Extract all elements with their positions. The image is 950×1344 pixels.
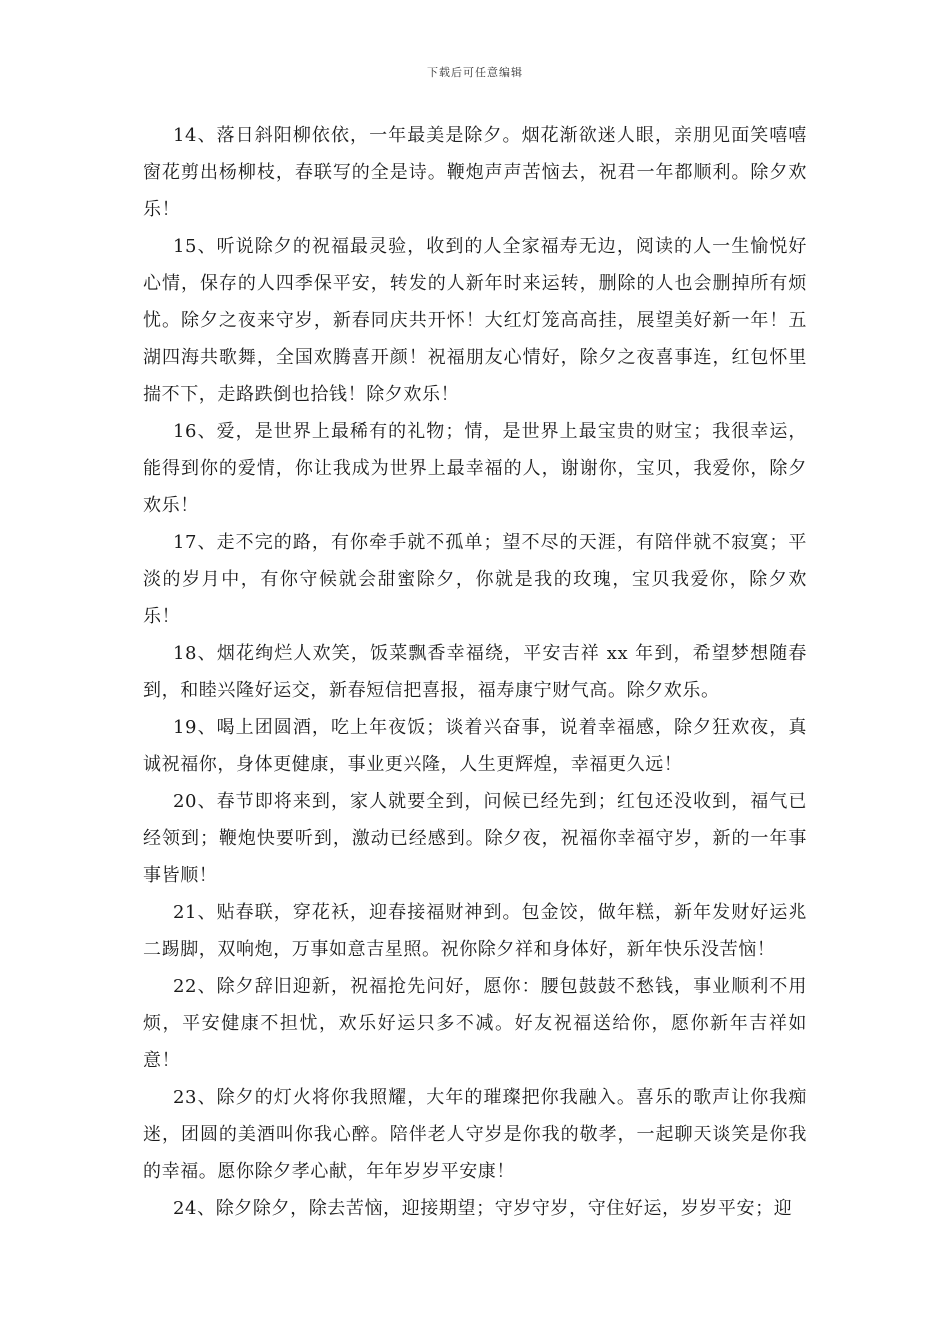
paragraph-24: 24、除夕除夕，除去苦恼，迎接期望；守岁守岁，守住好运，岁岁平安；迎: [173, 1198, 793, 1219]
paragraph-16: 16、爱，是世界上最稀有的礼物；情，是世界上最宝贵的财宝；我很幸运，能得到你的爱情，你让我成为世界上最幸福的人，谢谢你，宝贝，我爱你，除夕欢乐！: [143, 421, 807, 516]
document-body: [143, 117, 807, 1227]
paragraph-14: 14、落日斜阳柳依依，一年最美是除夕。烟花渐欲迷人眼，亲朋见面笑嘻嘻窗花剪出杨柳枝，春联写的全是诗。鞭炮声声苦恼去，祝君一年都顺利。除夕欢乐！: [143, 125, 807, 220]
paragraph-19: 19、喝上团圆酒，吃上年夜饭；谈着兴奋事，说着幸福感，除夕狂欢夜，真诚祝福你，身体更健康，事业更兴隆，人生更辉煌，幸福更久远！: [143, 717, 807, 775]
paragraph-15: 15、听说除夕的祝福最灵验，收到的人全家福寿无边，阅读的人一生愉悦好心情，保存的人四季保平安，转发的人新年时来运转，删除的人也会删掉所有烦忧。除夕之夜来守岁，新春同庆共开怀！大红灯笼高高挂，展望美好新一年！五湖四海共歌舞，全国欢腾喜开颜！祝福朋友心情好，除夕之夜喜事连，红包怀里揣不下，走路跌倒也拾钱！除夕欢乐！: [143, 236, 807, 405]
paragraph-23: 23、除夕的灯火将你我照耀，大年的璀璨把你我融入。喜乐的歌声让你我痴迷，团圆的美酒叫你我心醉。陪伴老人守岁是你我的敬孝，一起聊天谈笑是你我的幸福。愿你除夕孝心献，年年岁岁平安康！: [143, 1087, 807, 1182]
paragraph-18: 18、烟花绚烂人欢笑，饭菜飘香幸福绕，平安吉祥 xx 年到，希望梦想随春到，和睦兴隆好运交，新春短信把喜报，福寿康宁财气高。除夕欢乐。: [143, 643, 807, 701]
paragraph-22: 22、除夕辞旧迎新，祝福抢先问好，愿你：腰包鼓鼓不愁钱，事业顺利不用烦，平安健康不担忧，欢乐好运只多不减。好友祝福送给你，愿你新年吉祥如意！: [143, 976, 807, 1071]
paragraph-17: 17、走不完的路，有你牵手就不孤单；望不尽的天涯，有陪伴就不寂寞；平淡的岁月中，有你守候就会甜蜜除夕，你就是我的玫瑰，宝贝我爱你，除夕欢乐！: [143, 532, 807, 627]
paragraph-21: 21、贴春联，穿花袄，迎春接福财神到。包金饺，做年糕，新年发财好运兆二踢脚，双响炮，万事如意吉星照。祝你除夕祥和身体好，新年快乐没苦恼！: [143, 902, 807, 960]
page-header-note: 下载后可任意编辑: [427, 66, 523, 79]
paragraph-20: 20、春节即将来到，家人就要全到，问候已经先到；红包还没收到，福气已经领到；鞭炮快要听到，激动已经感到。除夕夜，祝福你幸福守岁，新的一年事事皆顺！: [143, 791, 807, 886]
